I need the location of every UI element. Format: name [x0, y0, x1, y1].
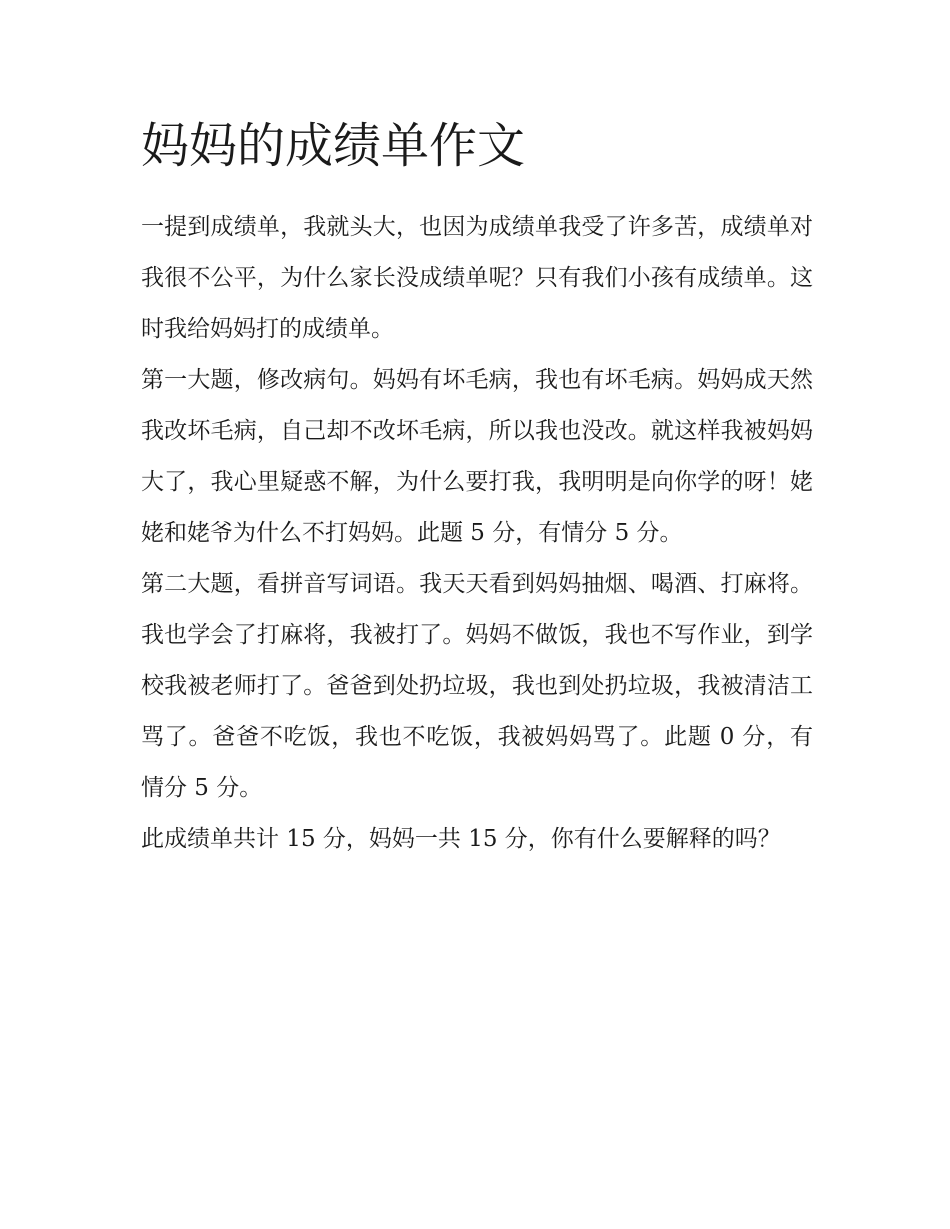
paragraph-intro: 一提到成绩单，我就头大，也因为成绩单我受了许多苦，成绩单对我很不公平，为什么家长没成绩单呢？只有我们小孩有成绩单。这时我给妈妈打的成绩单。	[141, 214, 813, 342]
paragraph-total: 此成绩单共计 15 分，妈妈一共 15 分，你有什么要解释的吗？	[141, 826, 781, 852]
document-body	[141, 112, 813, 865]
paragraph-question-one: 第一大题，修改病句。妈妈有坏毛病，我也有坏毛病。妈妈成天然我改坏毛病，自己却不改坏毛病，所以我也没改。就这样我被妈妈大了，我心里疑惑不解，为什么要打我，我明明是向你学的呀！姥姥和姥爷为什么不打妈妈。此题 5 分，有情分 5 分。	[141, 367, 813, 546]
document-title: 妈妈的成绩单作文	[141, 118, 526, 174]
paragraph-question-two: 第二大题，看拼音写词语。我天天看到妈妈抽烟、喝酒、打麻将。我也学会了打麻将，我被打了。妈妈不做饭，我也不写作业，到学校我被老师打了。爸爸到处扔垃圾，我也到处扔垃圾，我被清洁工骂了。爸爸不吃饭，我也不吃饭，我被妈妈骂了。此题 0 分，有情分 5 分。	[141, 571, 813, 801]
